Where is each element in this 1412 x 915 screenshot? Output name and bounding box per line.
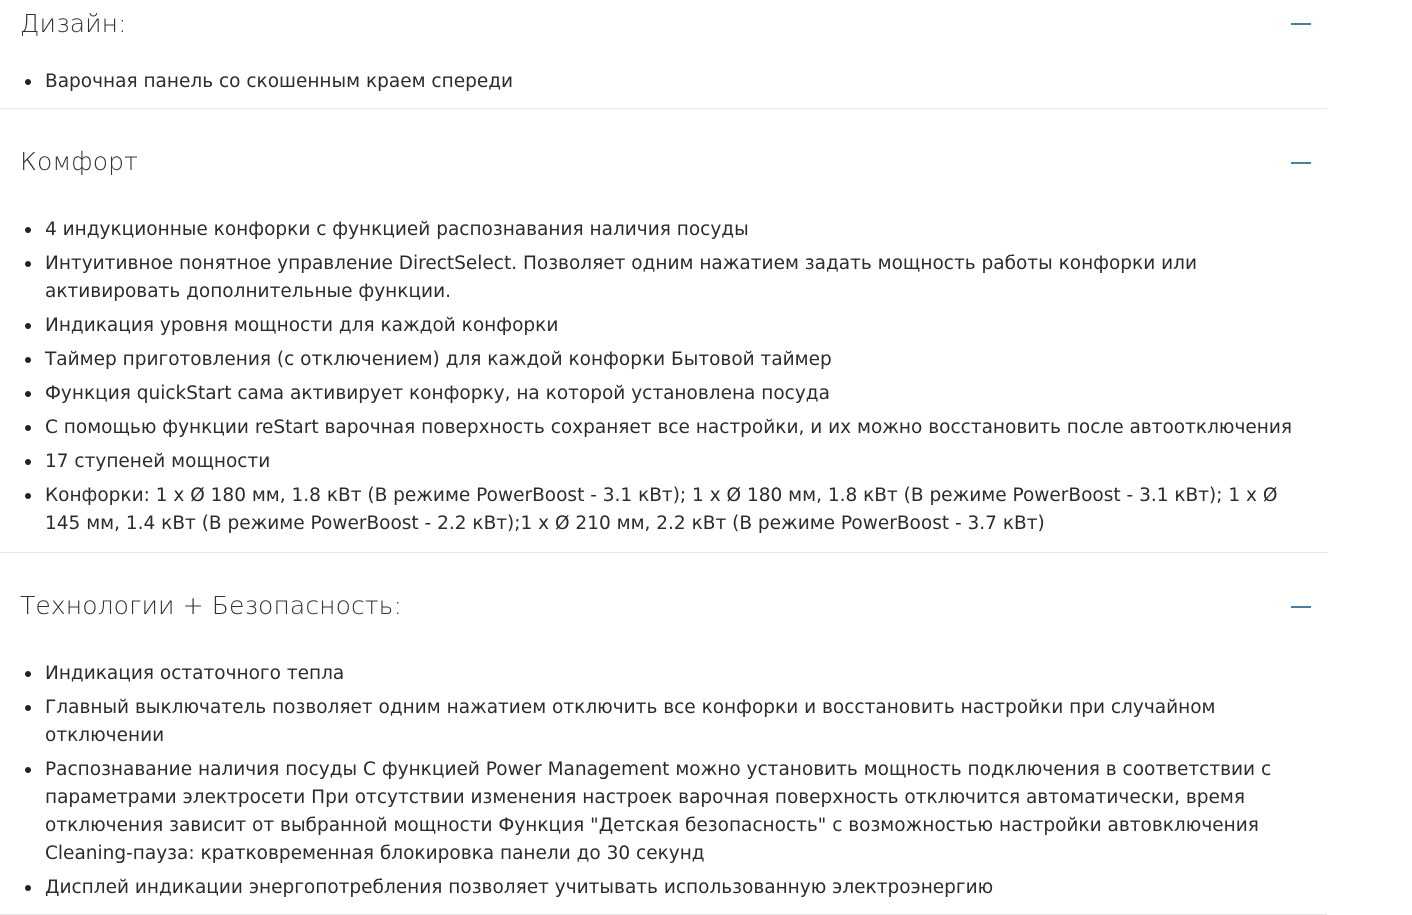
list-item: Индикация уровня мощности для каждой конфорки	[45, 312, 1307, 340]
section-header-design[interactable]	[0, 0, 1327, 68]
section-title: Комфорт	[20, 147, 138, 176]
section-design	[0, 0, 1327, 109]
list-item: Дисплей индикации энергопотребления позволяет учитывать использованную электроэнергию	[45, 874, 1307, 902]
list-item: Конфорки: 1 x Ø 180 мм, 1.8 кВт (В режиме PowerBoost - 3.1 кВт); 1 x Ø 180 мм, 1.8 кВт (В режиме PowerBoost - 3.1 кВт); 1 x Ø 145 мм, 1.4 кВт (В режиме PowerBoost - 2.2 кВт);1 x Ø 210 мм, 2.2 кВт (В режиме PowerBoost - 3.7 кВт)	[45, 482, 1307, 538]
feature-list	[0, 216, 1327, 552]
list-item: С помощью функции reStart варочная поверхность сохраняет все настройки, и их можно восстановить после автоотключения	[45, 414, 1307, 442]
section-header-technology-safety[interactable]	[0, 553, 1327, 660]
list-item: Таймер приготовления (с отключением) для каждой конфорки Бытовой таймер	[45, 346, 1307, 374]
collapse-minus-icon[interactable]	[1291, 23, 1311, 25]
list-item: Функция quickStart сама активирует конфорку, на которой установлена посуда	[45, 380, 1307, 408]
list-item: 17 ступеней мощности	[45, 448, 1307, 476]
list-item: Интуитивное понятное управление DirectSelect. Позволяет одним нажатием задать мощность работы конфорки или активировать дополнительные функции.	[45, 250, 1307, 306]
list-item: Индикация остаточного тепла	[45, 660, 1307, 688]
feature-list	[0, 660, 1327, 914]
section-title: Технологии + Безопасность:	[20, 591, 403, 620]
list-item: Распознавание наличия посуды С функцией Power Management можно установить мощность подключения в соответствии с параметрами электросети При отсутствии изменения настроек варочная поверхность отключится автоматически, время отключения зависит от выбранной мощности Функция "Детская безопасность" с возможностью настройки автовключения Cleaning-пауза: кратковременная блокировка панели до 30 секунд	[45, 756, 1307, 868]
feature-list	[0, 68, 1327, 108]
list-item: 4 индукционные конфорки с функцией распознавания наличия посуды	[45, 216, 1307, 244]
section-header-comfort[interactable]	[0, 109, 1327, 216]
list-item: Варочная панель со скошенным краем спереди	[45, 68, 1307, 96]
collapse-minus-icon[interactable]	[1291, 606, 1311, 608]
section-comfort	[0, 109, 1327, 553]
section-title: Дизайн:	[20, 9, 127, 38]
section-technology-safety	[0, 553, 1327, 915]
collapse-minus-icon[interactable]	[1291, 162, 1311, 164]
list-item: Главный выключатель позволяет одним нажатием отключить все конфорки и восстановить настройки при случайном отключении	[45, 694, 1307, 750]
